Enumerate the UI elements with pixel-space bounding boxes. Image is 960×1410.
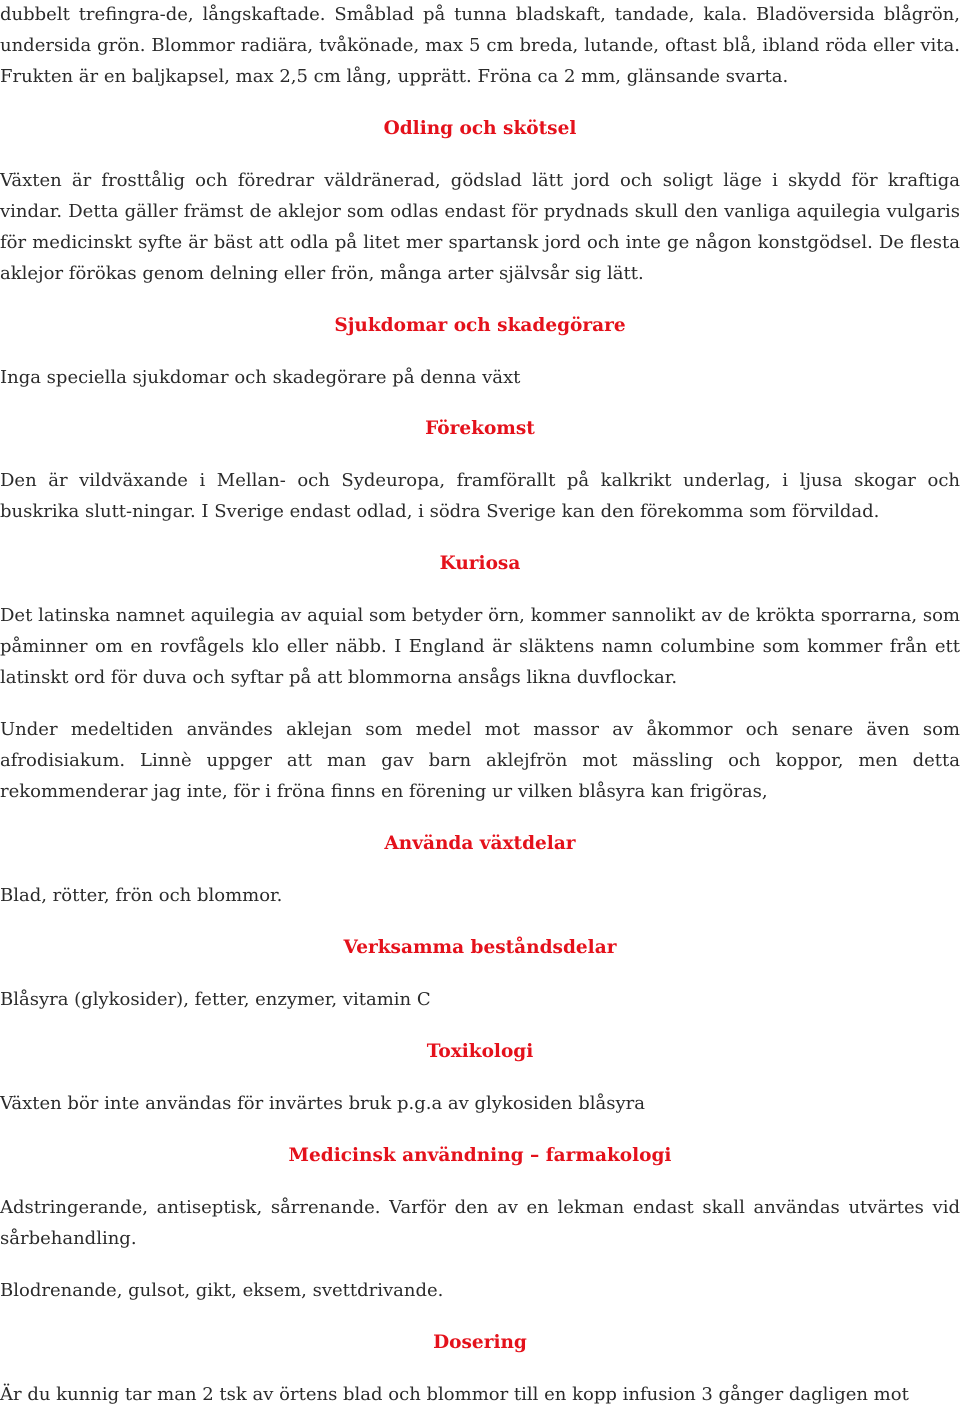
paragraph-bestandsdelar: Blåsyra (glykosider), fetter, enzymer, vitamin C xyxy=(0,989,431,1010)
paragraph-sjukdomar: Inga speciella sjukdomar och skadegörare på denna växt xyxy=(0,367,521,388)
heading-vaxtdelar: Använda växtdelar xyxy=(384,833,576,854)
paragraph-odling: Växten är frosttålig och föredrar väldränerad, gödslad lätt jord och soligt läge i skydd för kraftiga vindar. Detta gäller främst de aklejor som odlas endast för prydnads skull den vanliga aquilegia vulgaris för medicinskt syfte är bäst att odla på litet mer spartansk jord och inte ge någon konstgödsel. De flesta aklejor förökas genom delning eller frön, många arter självsår sig lätt. xyxy=(0,170,960,284)
paragraph-dosering: Är du kunnig tar man 2 tsk av örtens blad och blommor till en kopp infusion 3 gånger dagligen mot xyxy=(0,1384,909,1405)
paragraph-kuriosa-2: Under medeltiden användes aklejan som medel mot massor av åkommor och senare även som afrodisiakum. Linnè uppger att man gav barn aklejfrön mot mässling och koppor, men detta rekommenderar jag inte, för i fröna finns en förening ur vilken blåsyra kan frigöras, xyxy=(0,719,960,802)
heading-odling: Odling och skötsel xyxy=(383,118,577,139)
paragraph-vaxtdelar: Blad, rötter, frön och blommor. xyxy=(0,885,283,906)
heading-farmakologi: Medicinsk användning – farmakologi xyxy=(288,1145,672,1166)
paragraph-farmakologi-1: Adstringerande, antiseptisk, sårrenande. Varför den av en lekman endast skall användas utvärtes vid sårbehandling. xyxy=(0,1197,960,1249)
heading-dosering: Dosering xyxy=(433,1332,527,1353)
heading-toxikologi: Toxikologi xyxy=(426,1041,534,1062)
heading-sjukdomar: Sjukdomar och skadegörare xyxy=(334,315,626,336)
heading-forekomst: Förekomst xyxy=(425,418,535,439)
intro-paragraph: dubbelt trefingra-de, långskaftade. Småblad på tunna bladskaft, tandade, kala. Bladöversida blågrön, undersida grön. Blommor radiära, tvåkönade, max 5 cm breda, lutande, oftast blå, ibland röda eller vita. Frukten är en baljkapsel, max 2,5 cm lång, upprätt. Fröna ca 2 mm, glänsande svarta. xyxy=(0,4,960,87)
heading-kuriosa: Kuriosa xyxy=(439,553,521,574)
heading-bestandsdelar: Verksamma beståndsdelar xyxy=(343,937,617,958)
paragraph-toxikologi: Växten bör inte användas för invärtes bruk p.g.a av glykosiden blåsyra xyxy=(0,1093,645,1114)
paragraph-farmakologi-2: Blodrenande, gulsot, gikt, eksem, svettdrivande. xyxy=(0,1280,444,1301)
paragraph-kuriosa-1: Det latinska namnet aquilegia av aquial som betyder örn, kommer sannolikt av de krökta sporrarna, som påminner om en rovfågels klo eller näbb. I England är släktens namn columbine som kommer från ett latinskt ord för duva och syftar på att blommorna ansågs likna duvflockar. xyxy=(0,605,960,688)
paragraph-forekomst: Den är vildväxande i Mellan- och Sydeuropa, framförallt på kalkrikt underlag, i ljusa skogar och buskrika slutt-ningar. I Sverige endast odlad, i södra Sverige kan den förekomma som förvildad. xyxy=(0,470,960,522)
